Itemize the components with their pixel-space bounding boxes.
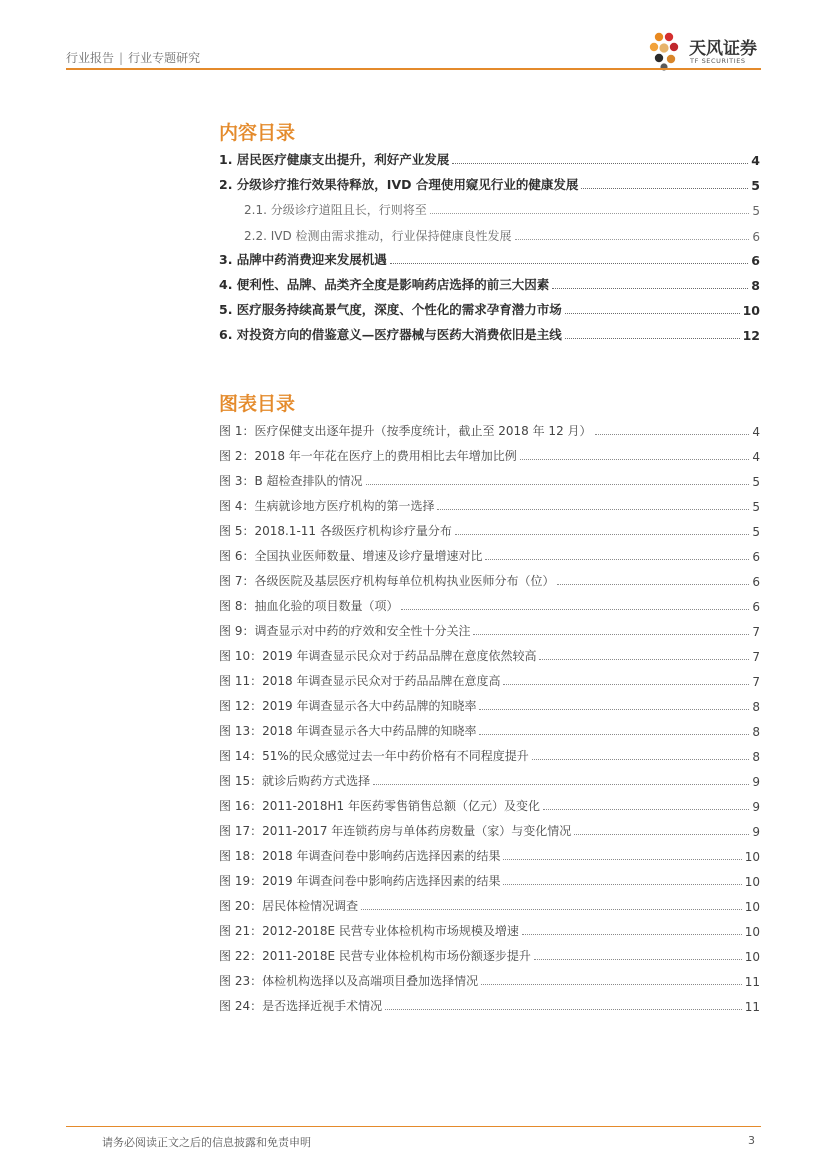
dot-leader: [532, 759, 750, 760]
toc-entry[interactable]: [219, 275, 760, 293]
toc-entry-label: 5. 医疗服务持续高景气度，深度、个性化的需求孕育潜力市场: [219, 302, 562, 317]
figure-entry-label: 图 24：是否选择近视手术情况: [219, 999, 383, 1013]
flower-logo-icon: [647, 30, 689, 72]
figures-title: 图表目录: [219, 393, 296, 415]
figure-entry-label: 图 21：2012-2018E 民营专业体检机构市场规模及增速: [219, 924, 519, 938]
toc-entry-page: 4: [751, 153, 760, 168]
figure-entry-page: 6: [752, 575, 760, 589]
figure-entry[interactable]: [219, 896, 760, 914]
dot-leader: [522, 934, 742, 935]
toc-subentry[interactable]: [244, 226, 760, 244]
dot-leader: [543, 809, 749, 810]
figure-entry-page: 10: [744, 900, 760, 914]
dot-leader: [437, 509, 749, 510]
figure-entry-page: 8: [752, 750, 760, 764]
dot-leader: [473, 634, 749, 635]
toc-entry-label: 1. 居民医疗健康支出提升，利好产业发展: [219, 152, 450, 167]
dot-leader: [595, 434, 750, 435]
toc-entry-label: 4. 便利性、品牌、品类齐全度是影响药店选择的前三大因素: [219, 277, 550, 292]
figure-entry[interactable]: [219, 796, 760, 814]
dot-leader: [503, 884, 741, 885]
figure-entry-label: 图 5：2018.1-11 各级医疗机构诊疗量分布: [219, 524, 452, 538]
logo-chinese-name: 天风证券: [689, 39, 757, 59]
figure-entry-label: 图 15：就诊后购药方式选择: [219, 774, 371, 788]
figure-entry-page: 8: [752, 725, 760, 739]
dot-leader: [479, 709, 749, 710]
figure-entry[interactable]: [219, 821, 760, 839]
toc-entry-page: 8: [751, 278, 760, 293]
figure-entry-label: 图 3：B 超检查排队的情况: [219, 474, 363, 488]
page-number: 3: [748, 1134, 755, 1147]
toc-entry-label: 2.2. IVD 检测由需求推动，行业保持健康良性发展: [244, 229, 512, 243]
dot-leader: [455, 534, 750, 535]
figure-entry-page: 5: [752, 475, 760, 489]
figure-entry-page: 7: [752, 625, 760, 639]
figure-entry-label: 图 10：2019 年调查显示民众对于药品品牌在意度依然较高: [219, 649, 537, 663]
figure-entry-page: 9: [752, 800, 760, 814]
toc-entry-page: 6: [752, 230, 760, 244]
figure-entry[interactable]: [219, 646, 760, 664]
subcategory-label: 行业专题研究: [128, 51, 201, 65]
toc-subentry[interactable]: [244, 200, 760, 218]
logo-english-name: TF SECURITIES: [690, 57, 746, 65]
figure-entry[interactable]: [219, 996, 760, 1014]
category-separator: |: [119, 51, 124, 65]
figure-entry-label: 图 11：2018 年调查显示民众对于药品品牌在意度高: [219, 674, 501, 688]
dot-leader: [503, 684, 749, 685]
dot-leader: [452, 163, 748, 164]
figure-entry-page: 8: [752, 700, 760, 714]
toc-entry-page: 5: [751, 178, 760, 193]
figure-entry-label: 图 20：居民体检情况调查: [219, 899, 359, 913]
figure-entry-label: 图 19：2019 年调查问卷中影响药店选择因素的结果: [219, 874, 501, 888]
figure-entry[interactable]: [219, 871, 760, 889]
figure-entry-page: 7: [752, 650, 760, 664]
figure-entry-label: 图 22：2011-2018E 民营专业体检机构市场份额逐步提升: [219, 949, 531, 963]
footer-divider: [66, 1126, 761, 1127]
toc-entry[interactable]: [219, 325, 760, 343]
dot-leader: [361, 909, 742, 910]
dot-leader: [390, 263, 748, 264]
figure-entry[interactable]: [219, 571, 760, 589]
figure-entry[interactable]: [219, 746, 760, 764]
figure-entry[interactable]: [219, 771, 760, 789]
figure-entry-page: 4: [752, 450, 760, 464]
figure-entry[interactable]: [219, 721, 760, 739]
footer-disclaimer: 请务必阅读正文之后的信息披露和免责申明: [102, 1136, 311, 1149]
dot-leader: [520, 459, 750, 460]
toc-entry-page: 5: [752, 204, 760, 218]
report-category: [66, 49, 200, 66]
figure-entry-page: 10: [744, 875, 760, 889]
dot-leader: [479, 734, 749, 735]
figure-entry-page: 10: [744, 850, 760, 864]
toc-entry[interactable]: [219, 250, 760, 268]
figure-entry-page: 4: [752, 425, 760, 439]
company-logo: [647, 30, 763, 72]
dot-leader: [565, 338, 740, 339]
figure-entry-page: 11: [744, 1000, 760, 1014]
figure-entry[interactable]: [219, 421, 760, 439]
figure-entry-label: 图 8：抽血化验的项目数量（项）: [219, 599, 399, 613]
figure-entry-label: 图 4：生病就诊地方医疗机构的第一选择: [219, 499, 435, 513]
dot-leader: [430, 213, 750, 214]
figure-entry-page: 7: [752, 675, 760, 689]
figure-entry-label: 图 18：2018 年调查问卷中影响药店选择因素的结果: [219, 849, 501, 863]
dot-leader: [503, 859, 741, 860]
figure-entry-page: 6: [752, 550, 760, 564]
figure-entry-page: 9: [752, 775, 760, 789]
figure-entry[interactable]: [219, 471, 760, 489]
dot-leader: [539, 659, 749, 660]
toc-entry[interactable]: [219, 175, 760, 193]
toc-entry-page: 6: [751, 253, 760, 268]
figure-entry-label: 图 2：2018 年一年花在医疗上的费用相比去年增加比例: [219, 449, 517, 463]
dot-leader: [557, 584, 749, 585]
dot-leader: [485, 559, 749, 560]
dot-leader: [366, 484, 750, 485]
figure-entry[interactable]: [219, 446, 760, 464]
figure-entry-label: 图 23：体检机构选择以及高端项目叠加选择情况: [219, 974, 479, 988]
dot-leader: [565, 313, 740, 314]
figure-entry[interactable]: [219, 496, 760, 514]
figure-entry[interactable]: [219, 971, 760, 989]
figure-entry-page: 6: [752, 600, 760, 614]
dot-leader: [481, 984, 742, 985]
toc-entry[interactable]: [219, 150, 760, 168]
dot-leader: [385, 1009, 742, 1010]
figure-entry-label: 图 7：各级医院及基层医疗机构每单位机构执业医师分布（位）: [219, 574, 555, 588]
dot-leader: [574, 834, 749, 835]
toc-entry-label: 6. 对投资方向的借鉴意义—医疗器械与医药大消费依旧是主线: [219, 327, 562, 342]
figure-entry-label: 图 1：医疗保健支出逐年提升（按季度统计，截止至 2018 年 12 月）: [219, 424, 592, 438]
toc-entry-page: 12: [742, 328, 760, 343]
dot-leader: [581, 188, 748, 189]
figure-entry-page: 11: [744, 975, 760, 989]
figure-entry-label: 图 6：全国执业医师数量、增速及诊疗量增速对比: [219, 549, 483, 563]
figure-entry-label: 图 9：调查显示对中药的疗效和安全性十分关注: [219, 624, 471, 638]
dot-leader: [534, 959, 742, 960]
figure-entry-page: 9: [752, 825, 760, 839]
category-label: 行业报告: [66, 51, 115, 65]
contents-title: 内容目录: [219, 122, 296, 144]
figure-entry-label: 图 13：2018 年调查显示各大中药品牌的知晓率: [219, 724, 477, 738]
figure-entry-page: 5: [752, 500, 760, 514]
figure-entry[interactable]: [219, 946, 760, 964]
figure-entry-label: 图 12：2019 年调查显示各大中药品牌的知晓率: [219, 699, 477, 713]
header-divider: [66, 68, 761, 70]
figure-entry-page: 10: [744, 950, 760, 964]
figure-entry-label: 图 16：2011-2018H1 年医药零售销售总额（亿元）及变化: [219, 799, 540, 813]
dot-leader: [401, 609, 749, 610]
figure-entry-page: 5: [752, 525, 760, 539]
figure-entry[interactable]: [219, 846, 760, 864]
figure-entry-label: 图 17：2011-2017 年连锁药房与单体药房数量（家）与变化情况: [219, 824, 572, 838]
figure-entry[interactable]: [219, 546, 760, 564]
toc-entry-label: 2. 分级诊疗推行效果待释放，IVD 合理使用窥见行业的健康发展: [219, 177, 579, 192]
toc-entry[interactable]: [219, 300, 760, 318]
figure-entry[interactable]: [219, 621, 760, 639]
figure-entry[interactable]: [219, 671, 760, 689]
figure-entry-label: 图 14：51%的民众感觉过去一年中药价格有不同程度提升: [219, 749, 529, 763]
dot-leader: [373, 784, 749, 785]
figure-entry[interactable]: [219, 521, 760, 539]
toc-entry-label: 3. 品牌中药消费迎来发展机遇: [219, 252, 387, 267]
figure-entry[interactable]: [219, 596, 760, 614]
figure-entry[interactable]: [219, 921, 760, 939]
figure-entry-page: 10: [744, 925, 760, 939]
toc-entry-page: 10: [742, 303, 760, 318]
dot-leader: [515, 239, 750, 240]
figure-entry[interactable]: [219, 696, 760, 714]
dot-leader: [552, 288, 748, 289]
toc-entry-label: 2.1. 分级诊疗道阻且长，行则将至: [244, 203, 427, 217]
